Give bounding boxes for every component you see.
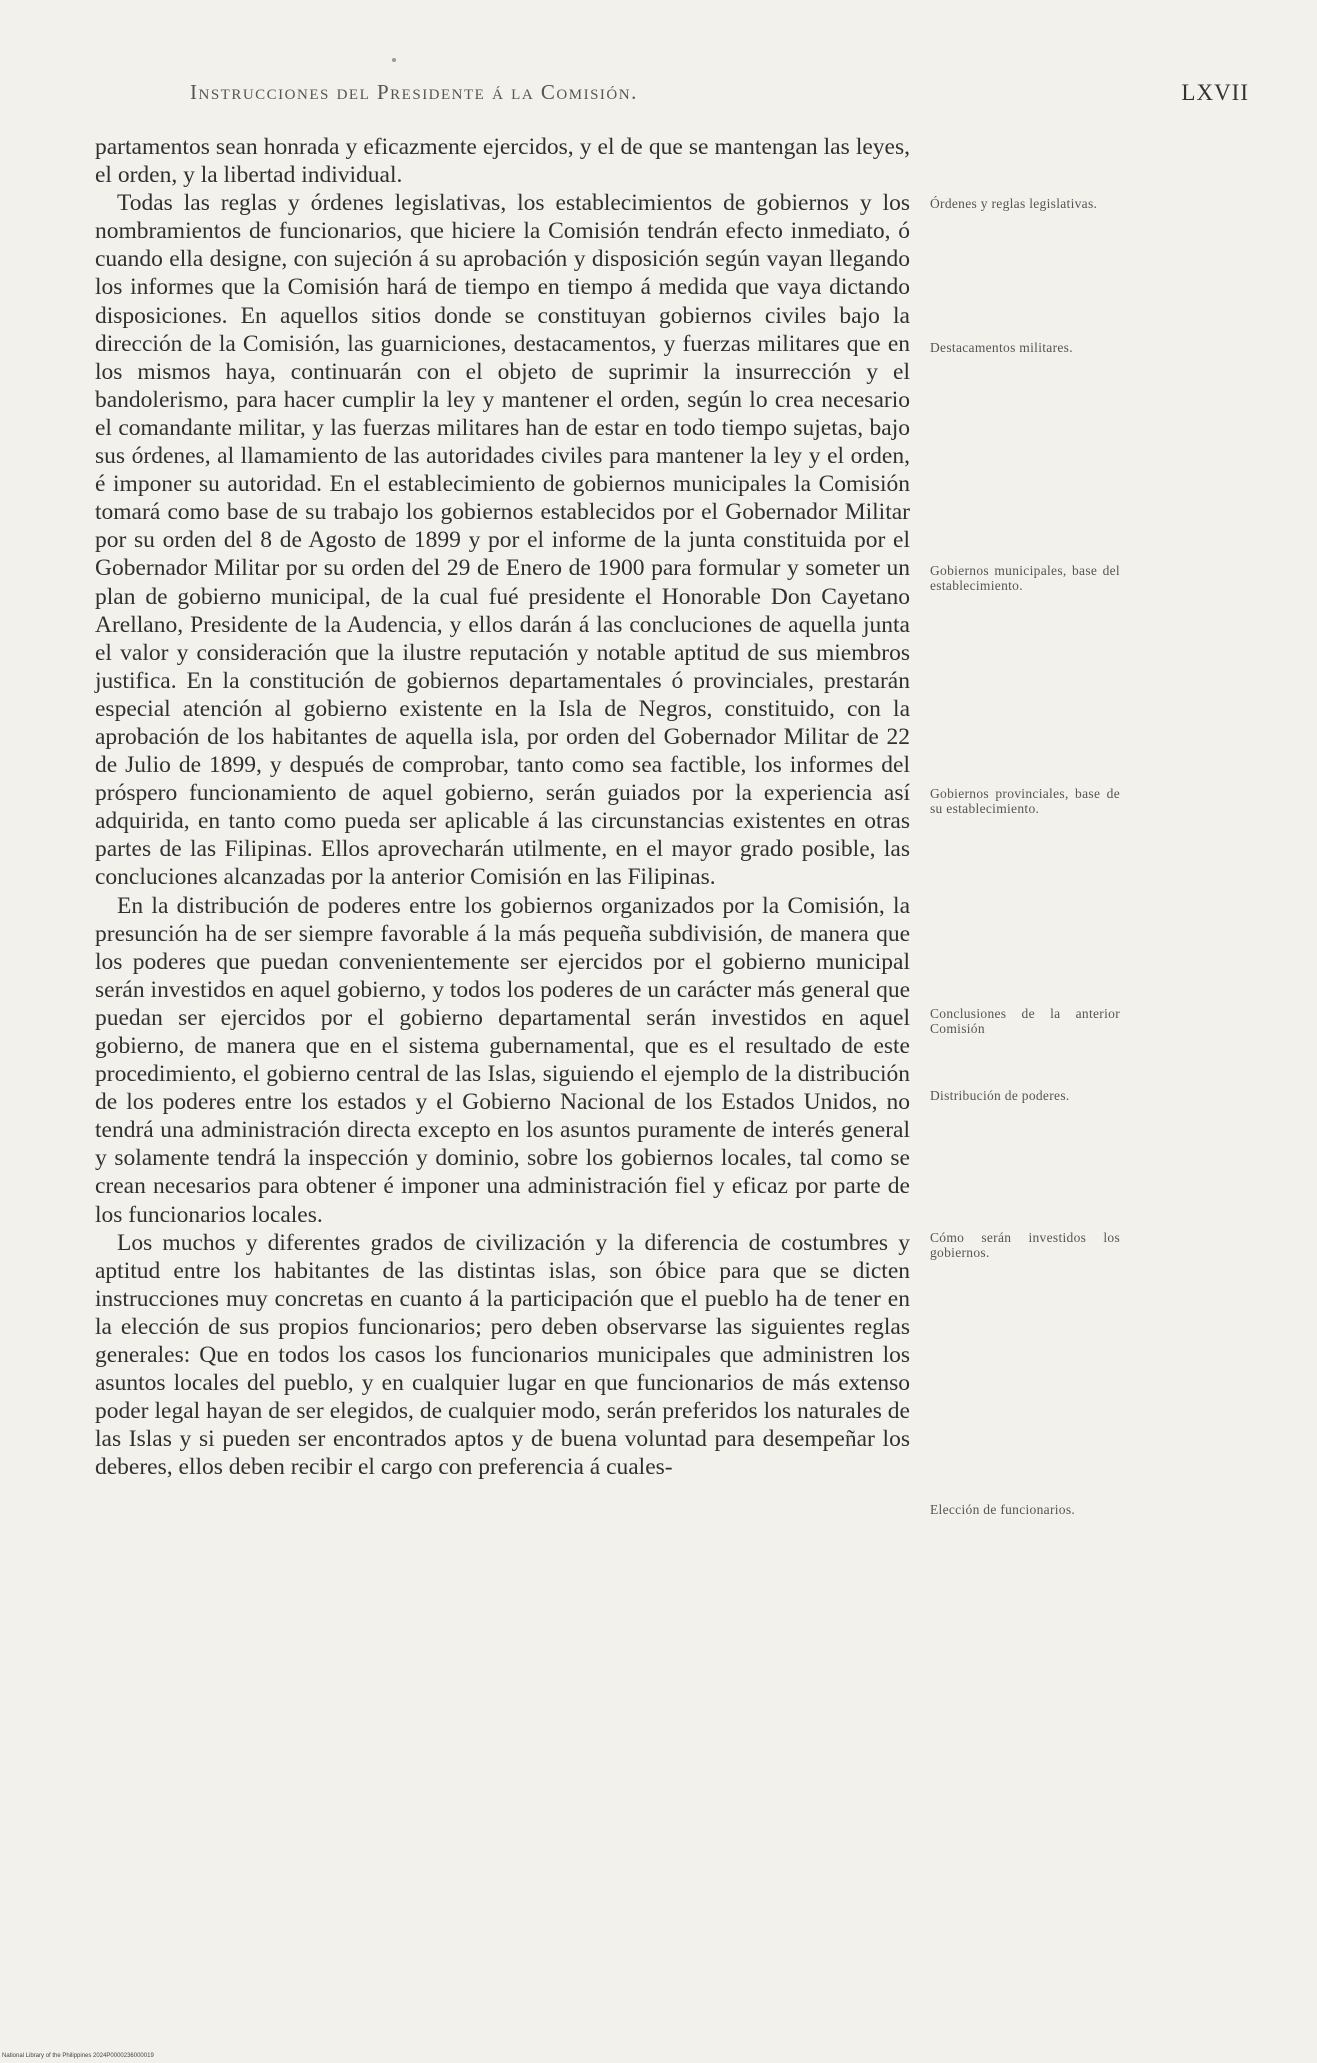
page-number: LXVII	[1181, 80, 1249, 105]
margin-note-gobiernos-municipales: Gobiernos municipales, base del establecimiento.	[930, 563, 1120, 593]
margin-note-destacamentos: Destacamentos militares.	[930, 340, 1073, 355]
margin-note-distribucion: Distribución de poderes.	[930, 1088, 1070, 1103]
margin-note-como-seran: Cómo serán investidos los gobiernos.	[930, 1230, 1120, 1260]
margin-note-gobiernos-provinciales: Gobiernos provinciales, base de su establecimiento.	[930, 786, 1120, 816]
ink-speck	[392, 58, 396, 62]
paragraph-3: En la distribución de poderes entre los gobiernos organizados por la Comisión, la presunción ha de ser siempre favorable á la más pequeña subdivisión, de manera que los poderes que puedan convenientemente ser ejercidos por el gobierno municipal serán investidos en aquel gobierno, y todos los poderes de un carácter más general que puedan ser ejercidos por el gobierno departamental serán investidos en aquel gobierno, de manera que en el sistema gubernamental, que es el resultado de este procedimiento, el gobierno central de las Islas, siguiendo el ejemplo de la distribución de los poderes entre los estados y el Gobierno Nacional de los Estados Unidos, no tendrá una administración directa excepto en los asuntos puramente de interés general y solamente tendrá la inspección y dominio, sobre los gobiernos locales, tal como se crean necesarios para obtener é imponer una administración fiel y eficaz por parte de los funcionarios locales.	[95, 892, 910, 1228]
paragraph-4: Los muchos y diferentes grados de civilización y la diferencia de costumbres y aptitud entre los habitantes de las distintas islas, son óbice para que se dicten instrucciones muy concretas en cuanto á la participación que el pueblo ha de tener en la elección de sus propios funcionarios; pero deben observarse las siguientes reglas generales: Que en todos los casos los funcionarios municipales que administren los asuntos locales del pueblo, y en cualquier lugar en que funcionarios de más extenso poder legal hayan de ser elegidos, de cualquier modo, serán preferidos los naturales de las Islas y si pueden ser encontrados aptos y de buena voluntad para desempeñar los deberes, ellos deben recibir el cargo con preferencia á cuales-	[95, 1229, 910, 1481]
running-head: Instrucciones del Presidente á la Comisión.	[190, 80, 638, 104]
body-text	[95, 133, 910, 1482]
footer-credit: National Library of the Philippines 2024P0000236000019	[2, 2053, 154, 2059]
margin-note-ordenes: Órdenes y reglas legislativas.	[930, 196, 1098, 211]
margin-note-eleccion: Elección de funcionarios.	[930, 1502, 1076, 1517]
paragraph-1: partamentos sean honrada y eficazmente ejercidos, y el de que se mantengan las leyes, el orden, y la libertad individual.	[95, 134, 910, 189]
margin-note-conclusiones: Conclusiones de la anterior Comisión	[930, 1006, 1120, 1036]
paragraph-2: Todas las reglas y órdenes legislativas, los establecimientos de gobiernos y los nombramientos de funcionarios, que hiciere la Comisión tendrán efecto inmediato, ó cuando ella designe, con sujeción á su aprobación y disposición según vayan llegando los informes que la Comisión hará de tiempo en tiempo á medida que vaya dictando disposiciones. En aquellos sitios donde se constituyan gobiernos civiles bajo la dirección de la Comisión, las guarniciones, destacamentos, y fuerzas militares que en los mismos haya, continuarán con el objeto de suprimir la insurrección y el bandolerismo, para hacer cumplir la ley y mantener el orden, según lo crea necesario el comandante militar, y las fuerzas militares han de estar en todo tiempo sujetas, bajo sus órdenes, al llamamiento de las autoridades civiles para mantener la ley y el orden, é imponer su autoridad. En el establecimiento de gobiernos municipales la Comisión tomará como base de su trabajo los gobiernos establecidos por el Gobernador Militar por su orden del 8 de Agosto de 1899 y por el informe de la junta constituida por el Gobernador Militar por su orden del 29 de Enero de 1900 para formular y someter un plan de gobierno municipal, de la cual fué presidente el Honorable Don Cayetano Arellano, Presidente de la Audencia, y ellos darán á las concluciones de aquella junta el valor y consideración que la ilustre reputación y notable aptitud de sus miembros justifica. En la constitución de gobiernos departamentales ó provinciales, prestarán especial atención al gobierno existente en la Isla de Negros, constituido, con la aprobación de los habitantes de aquella isla, por orden del Gobernador Militar de 22 de Julio de 1899, y después de comprobar, tanto como sea factible, los informes del próspero funcionamiento de aquel gobierno, serán guiados por la experiencia así adquirida, en tanto como pueda ser aplicable á las circunstancias existentes en otras partes de las Filipinas. Ellos aprovecharán utilmente, en el mayor grado posible, las concluciones alcanzadas por la anterior Comisión en las Filipinas.	[95, 190, 910, 891]
